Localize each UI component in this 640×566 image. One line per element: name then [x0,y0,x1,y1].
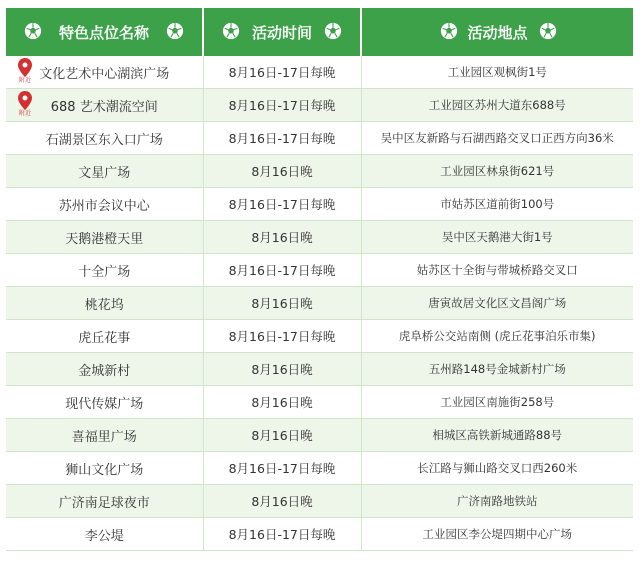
event-name: 李公堤 [84,528,124,544]
table-row [6,419,633,452]
event-name-cell [6,320,203,353]
table-row [6,518,633,551]
header-name-label: 特色点位名称 [58,23,149,42]
location-pin-icon [18,91,32,119]
event-name-cell [6,452,203,485]
event-name: 688 艺术潮流空间 [50,99,158,115]
event-time: 8月16日晚 [251,296,313,311]
event-time: 8月16日晚 [251,494,313,509]
event-name-cell [6,155,203,188]
event-name-cell [6,254,203,287]
event-place-cell [361,353,633,386]
event-place-cell [361,485,633,518]
event-place: 吴中区友新路与石湖西路交叉口正西方向36米 [380,131,614,145]
event-place-cell [361,122,633,155]
event-place-cell [361,320,633,353]
table-row [6,287,633,320]
event-time-cell [203,155,361,188]
table-row [6,188,633,221]
event-name: 广济南足球夜市 [58,495,150,511]
event-time: 8月16日-17日每晚 [228,65,336,80]
event-place: 唐寅故居文化区文昌阁广场 [428,296,567,310]
event-time-cell [203,485,361,518]
event-name: 石湖景区东入口广场 [45,132,163,148]
nearby-label: 附近 [18,110,31,117]
table-row [6,56,633,89]
event-name-cell [6,188,203,221]
event-time: 8月16日-17日每晚 [228,98,336,113]
event-time: 8月16日-17日每晚 [228,131,336,146]
event-place-cell [361,419,633,452]
table-row [6,485,633,518]
event-place: 虎阜桥公交站南侧 (虎丘花事泊乐市集) [398,329,596,343]
soccer-ball-icon [440,22,458,40]
event-time: 8月16日晚 [251,164,313,179]
event-place: 长江路与狮山路交叉口西260米 [417,461,578,475]
event-time-cell [203,89,361,122]
table-row [6,122,633,155]
soccer-ball-icon [222,22,240,40]
table-row [6,155,633,188]
event-time: 8月16日晚 [251,362,313,377]
event-name: 现代传媒广场 [65,396,144,412]
event-place: 工业园区苏州大道东688号 [428,98,566,112]
event-place: 工业园区南施街258号 [440,395,555,409]
event-name-cell [6,56,203,89]
event-time: 8月16日-17日每晚 [228,197,336,212]
event-place: 姑苏区十全街与带城桥路交叉口 [416,263,578,277]
event-time-cell [203,287,361,320]
event-name: 桃花坞 [84,297,124,313]
event-name: 天鹅港橙天里 [65,231,144,247]
event-place-cell [361,518,633,551]
event-name: 金城新村 [78,363,131,379]
event-time-cell [203,254,361,287]
event-name-cell [6,353,203,386]
header-time-label: 活动时间 [251,23,312,42]
table-row [6,221,633,254]
soccer-ball-icon [539,22,557,40]
table-row [6,320,633,353]
event-time: 8月16日晚 [251,230,313,245]
event-name: 狮山文化广场 [65,462,144,478]
table-row [6,452,633,485]
table-row [6,254,633,287]
event-time-cell [203,122,361,155]
event-place: 市姑苏区道前街100号 [440,197,555,211]
event-time: 8月16日-17日每晚 [228,527,336,542]
event-place: 广济南路地铁站 [457,494,538,508]
event-time-cell [203,56,361,89]
event-place-cell [361,188,633,221]
header-place-label: 活动地点 [467,23,528,42]
event-place: 工业园区李公堤四期中心广场 [422,527,572,541]
event-name: 文星广场 [78,165,131,181]
event-place: 工业园区观枫街1号 [447,65,547,79]
event-place: 吴中区天鹅港大街1号 [441,230,553,244]
event-place-cell [361,386,633,419]
event-name-cell [6,287,203,320]
event-name: 苏州市会议中心 [58,198,150,214]
event-place-cell [361,56,633,89]
event-table-container [6,8,633,556]
soccer-ball-icon [324,22,342,40]
table-row [6,89,633,122]
table-header-row [6,8,633,56]
event-name-cell [6,386,203,419]
event-time: 8月16日-17日每晚 [228,329,336,344]
event-name-cell [6,89,203,122]
event-time-cell [203,221,361,254]
header-time-column [203,8,361,56]
event-name-cell [6,518,203,551]
nearby-label: 附近 [18,77,31,84]
event-place-cell [361,89,633,122]
event-name: 十全广场 [78,264,131,280]
event-place-cell [361,452,633,485]
header-place-column [361,8,633,56]
event-place: 相城区高铁新城通路88号 [432,428,563,442]
event-name: 喜福里广场 [71,429,137,445]
event-time-cell [203,188,361,221]
event-time: 8月16日-17日每晚 [228,263,336,278]
event-time: 8月16日晚 [251,395,313,410]
event-place: 工业园区林泉街621号 [440,164,555,178]
event-name: 虎丘花事 [78,330,131,346]
event-name-cell [6,221,203,254]
event-name-cell [6,485,203,518]
event-place-cell [361,221,633,254]
event-time-cell [203,320,361,353]
event-place-cell [361,254,633,287]
event-time-cell [203,452,361,485]
table-row [6,353,633,386]
location-pin-icon [18,58,32,86]
header-name-column [6,8,203,56]
event-place-cell [361,155,633,188]
event-place-cell [361,287,633,320]
event-time: 8月16日-17日每晚 [228,461,336,476]
event-name-cell [6,419,203,452]
soccer-ball-icon [166,22,184,40]
table-row [6,386,633,419]
event-schedule-table [6,8,633,551]
event-name: 文化艺术中心湖滨广场 [39,66,170,82]
event-time-cell [203,386,361,419]
event-time: 8月16日晚 [251,428,313,443]
event-name-cell [6,122,203,155]
event-time-cell [203,353,361,386]
soccer-ball-icon [24,22,42,40]
event-table-body [6,56,633,551]
event-time-cell [203,419,361,452]
event-time-cell [203,518,361,551]
event-place: 五州路148号金城新村广场 [428,362,566,376]
